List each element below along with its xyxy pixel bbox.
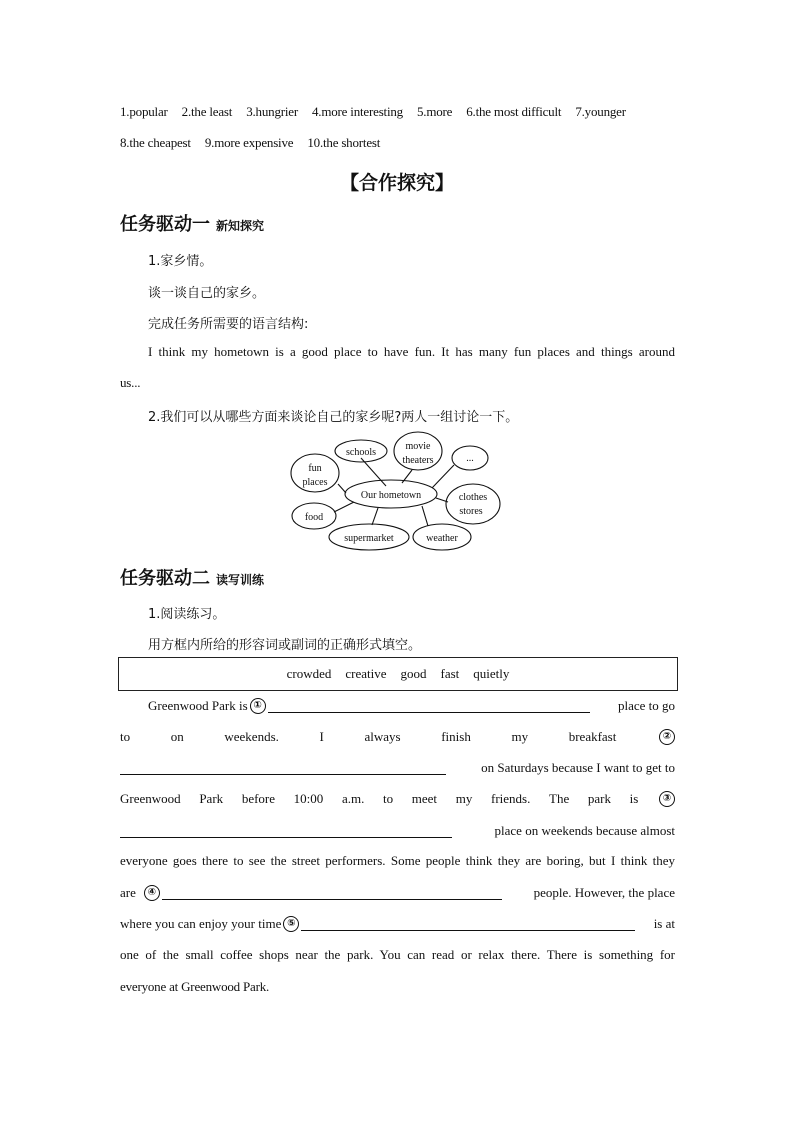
word-box-item: creative — [345, 666, 387, 681]
word-box-item: crowded — [286, 666, 332, 681]
item-2: 2.我们可以从哪些方面来谈论自己的家乡呢?两人一组讨论一下。 — [148, 410, 519, 425]
passage-text: place to go — [617, 698, 675, 713]
answer-item: 3.hungrier — [246, 104, 298, 119]
section-title: 【合作探究】 — [339, 172, 454, 194]
answer-item: 2.the least — [181, 104, 233, 119]
passage-word: 10:00 — [293, 791, 324, 806]
passage-word: to — [120, 729, 131, 744]
word-box-item: good — [400, 666, 427, 681]
passage-line-5 — [120, 822, 675, 840]
mindmap-fun: fun — [308, 463, 322, 474]
passage-word: my — [511, 729, 529, 744]
passage-word: breakfast — [568, 729, 617, 744]
passage-word: finish — [441, 729, 471, 744]
passage-line-7 — [120, 884, 675, 902]
answer-blank-2[interactable] — [120, 762, 446, 775]
mindmap-supermarket: supermarket — [344, 533, 394, 544]
mindmap-places: places — [302, 477, 328, 488]
passage-text: are — [120, 885, 136, 900]
item-1: 1.家乡情。 — [148, 254, 213, 269]
answer-key-row-1 — [120, 104, 626, 120]
instruction-1: 谈一谈自己的家乡。 — [148, 286, 266, 301]
passage-line-6: everyone goes there to see the street performers. Some people think they are boring, but I think they — [120, 853, 675, 868]
passage-line-9: one of the small coffee shops near the park. You can read or relax there. There is something for — [120, 947, 675, 962]
answer-item: 4.more interesting — [311, 104, 403, 119]
passage-word: my — [455, 791, 473, 806]
answer-item: 9.more expensive — [204, 135, 294, 150]
answer-blank-5[interactable] — [301, 918, 635, 931]
passage-word: before — [241, 791, 276, 806]
task-1-heading — [120, 210, 264, 236]
answer-item: 7.younger — [575, 104, 626, 119]
passage-line-10: everyone at Greenwood Park. — [120, 979, 270, 994]
answer-item: 5.more — [416, 104, 453, 119]
instruction-3: 用方框内所给的形容词或副词的正确形式填空。 — [148, 638, 422, 653]
passage-word: I — [319, 729, 324, 744]
passage-word: on — [170, 729, 184, 744]
task-2-title: 任务驱动二 — [120, 568, 210, 589]
passage-text: is at — [653, 916, 675, 931]
blank-number-1: ① — [250, 698, 266, 714]
word-box — [118, 657, 678, 691]
mindmap-stores: stores — [459, 506, 483, 517]
word-box-item: quietly — [473, 666, 510, 681]
mindmap-ellipsis: ... — [466, 453, 474, 464]
task-1-title: 任务驱动一 — [120, 214, 210, 235]
answer-item: 10.the shortest — [307, 135, 381, 150]
answer-item: 1.popular — [120, 104, 168, 119]
answer-item: 8.the cheapest — [120, 135, 191, 150]
passage-text: on Saturdays because I want to get to — [481, 760, 675, 775]
passage-line-4 — [120, 790, 675, 808]
passage-word: Park — [199, 791, 224, 806]
mindmap-theaters: theaters — [402, 455, 434, 466]
passage-text: Greenwood Park is — [148, 698, 248, 713]
passage-text: people. However, the place — [533, 885, 675, 900]
blank-number-2: ② — [659, 729, 675, 745]
mindmap-schools: schools — [346, 447, 376, 458]
answer-blank-1[interactable] — [268, 700, 590, 713]
passage-line-1 — [120, 697, 675, 715]
mindmap-center: Our hometown — [360, 490, 422, 501]
blank-number-5: ⑤ — [283, 916, 299, 932]
passage-word: is — [629, 791, 639, 806]
passage-word: to — [383, 791, 394, 806]
item-3: 1.阅读练习。 — [148, 607, 226, 622]
answer-blank-4[interactable] — [162, 887, 502, 900]
passage-word: The — [549, 791, 570, 806]
task-2-heading — [120, 564, 264, 590]
passage-word: park — [587, 791, 611, 806]
passage-word: always — [364, 729, 401, 744]
answer-blank-3[interactable] — [120, 825, 452, 838]
mindmap-weather: weather — [426, 533, 458, 544]
blank-number-4: ④ — [144, 885, 160, 901]
passage-word: friends. — [490, 791, 531, 806]
mindmap-clothes: clothes — [458, 492, 488, 503]
task-2-subtitle: 读写训练 — [216, 573, 265, 587]
word-box-item: fast — [440, 666, 460, 681]
instruction-2: 完成任务所需要的语言结构: — [148, 317, 309, 332]
answer-item: 6.the most difficult — [466, 104, 562, 119]
passage-word: Greenwood — [120, 791, 181, 806]
passage-word: weekends. — [224, 729, 279, 744]
blank-number-3: ③ — [659, 791, 675, 807]
passage-text: place on weekends because almost — [494, 823, 675, 838]
task-1-subtitle: 新知探究 — [216, 219, 265, 233]
passage-line-3 — [120, 759, 675, 777]
passage-text: where you can enjoy your time — [120, 916, 282, 931]
mindmap-movie: movie — [405, 441, 431, 452]
passage-word: meet — [411, 791, 438, 806]
example-sentence: I think my hometown is a good place to have fun. It has many fun places and things around — [148, 344, 675, 359]
passage-line-2 — [120, 728, 675, 746]
example-sentence-end: us... — [120, 375, 141, 390]
mindmap-food: food — [304, 512, 324, 523]
hometown-mind-map — [286, 430, 508, 552]
passage-word: a.m. — [341, 791, 365, 806]
answer-key-row-2 — [120, 135, 394, 151]
passage-line-8 — [120, 915, 675, 933]
